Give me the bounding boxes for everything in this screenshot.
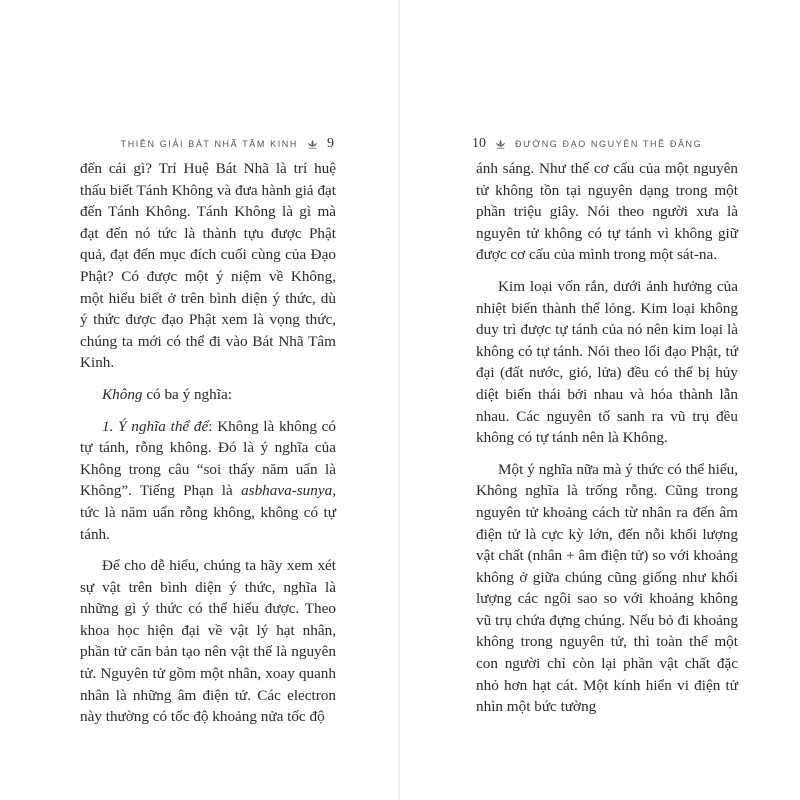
left-running-head-title: THIỀN GIẢI BÁT NHÃ TÂM KINH bbox=[120, 139, 298, 149]
left-page-body bbox=[80, 158, 336, 738]
right-page bbox=[400, 0, 800, 800]
right-running-header bbox=[472, 136, 702, 152]
right-paragraph-1: ánh sáng. Như thế cơ cấu của một nguyên tử không tồn tại nguyên dạng trong một phần triệu giây. Nói theo người xưa là nguyên tử không có tự tánh vì không giữ được cơ cấu của mình trong một sát-na. bbox=[476, 160, 738, 264]
right-running-head-title: ĐƯỜNG ĐẠO NGUYÊN THỂ ĐĂNG bbox=[515, 139, 703, 149]
left-paragraph-2-emphasis: Không bbox=[102, 385, 143, 403]
left-paragraph-3-text-b: , tức là năm uẩn rỗng không, không có tự tánh. bbox=[80, 482, 336, 543]
lotus-ornament-icon bbox=[494, 138, 507, 151]
left-paragraph-2 bbox=[80, 384, 336, 406]
left-paragraph-4: Để cho dễ hiểu, chúng ta hãy xem xét sự vật trên bình diện ý thức, nghĩa là những gì ý thức có thể hiểu được. Theo khoa học hiện đại về vật lý hạt nhân, phần tử căn bản tạo nên vật thể là nguyên tử. Nguyên tử gồm một nhân, xoay quanh nhân là những âm điện tử. Các electron này thường có tốc độ khoảng nửa tốc độ bbox=[80, 557, 336, 726]
right-page-number: 10 bbox=[472, 136, 486, 151]
left-paragraph-3-heading: 1. Ý nghĩa thể để bbox=[102, 417, 209, 435]
left-running-header bbox=[121, 136, 334, 152]
right-page-body bbox=[476, 158, 738, 728]
left-paragraph-3-text-a: : Không là không có tự tánh, rỗng không. Đó là ý nghĩa của Không trong câu “soi thấy năm uẩn là Không”. Tiếng Phạn là bbox=[80, 417, 336, 500]
lotus-ornament-icon bbox=[306, 138, 319, 151]
right-paragraph-2: Kim loại vốn rắn, dưới ảnh hưởng của nhiệt biến thành thể lỏng. Kim loại không duy trì được tự tánh của nó nên kim loại là không có tự tánh. Nói theo lối đạo Phật, tứ đại (đất nước, gió, lửa) đều có thể bị hủy diệt biến thái bởi nhau và hóa thành lẫn nhau. Các nguyên tố sanh ra vũ trụ đều không có tự tánh nên là Không. bbox=[476, 277, 738, 447]
left-paragraph-3 bbox=[80, 416, 336, 546]
left-paragraph-3-sanskrit: asbhava-sunya bbox=[241, 482, 333, 500]
left-paragraph-1: đến cái gì? Trí Huệ Bát Nhã là trí huệ thấu biết Tánh Không và đưa hành giả đạt đến Tánh Không. Tánh Không là gì mà đạt đến nó tức là thành tựu được Phật quả, đạt đến mục đích cuối cùng của Đạo Phật? Có được một ý niệm về Không, một hiểu biết ở trên bình diện ý thức, dù ý thức được đạo Phật xem là vọng thức, chúng ta mới có thể đi vào Bát Nhã Tâm Kinh. bbox=[80, 160, 336, 372]
left-paragraph-2-text: có ba ý nghĩa: bbox=[142, 385, 232, 403]
left-page-number: 9 bbox=[327, 136, 334, 151]
right-paragraph-3: Một ý nghĩa nữa mà ý thức có thể hiểu, Không nghĩa là trống rỗng. Cũng trong nguyên tử khoảng cách từ nhân ra đến âm điện tử là cực kỳ lớn, đến nỗi khối lượng vật chất (nhân + âm điện tử) so với khoảng không ở giữa chúng cũng giống như khối lượng các ngôi sao so với khoảng không vũ trụ chứa đựng chúng. Nếu bỏ đi khoảng không trong nguyên tử, thì toàn thể một con người chỉ còn lại phần vật chất đặc nhỏ hơn hạt cát. Một kính hiển vi điện tử nhìn một bức tường bbox=[476, 460, 738, 716]
